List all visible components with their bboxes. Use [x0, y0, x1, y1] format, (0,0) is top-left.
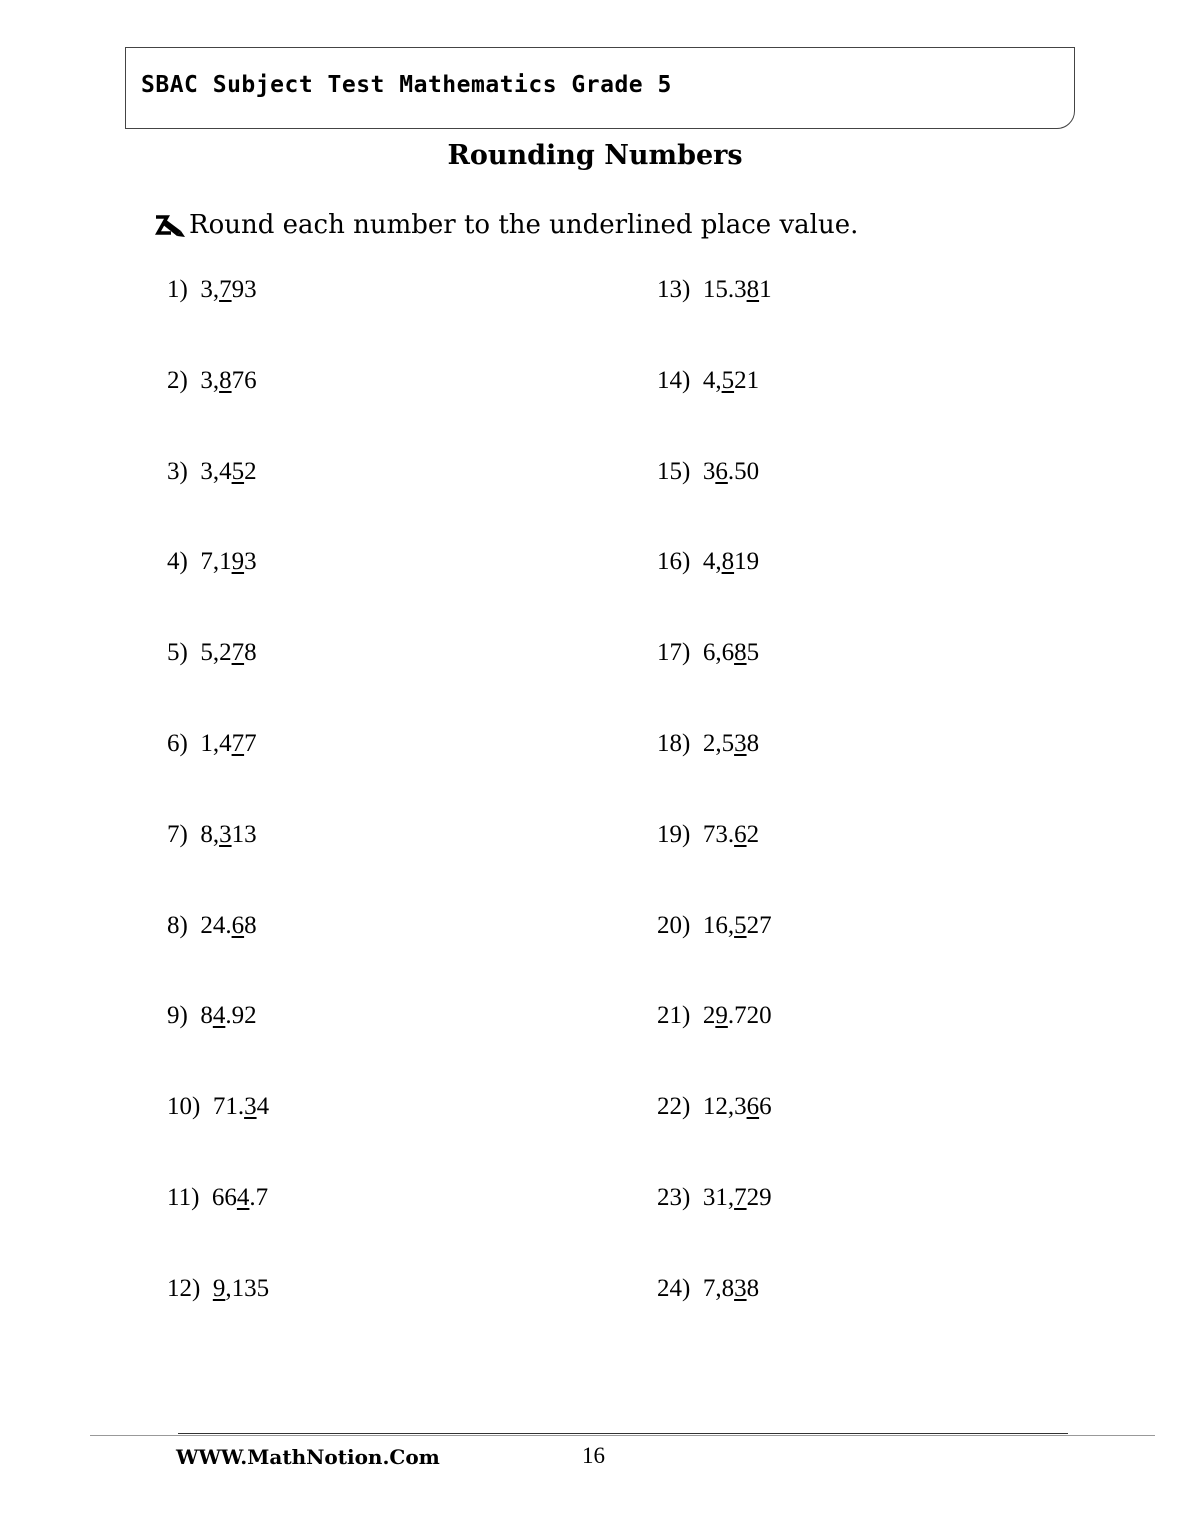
number-before: 24.	[200, 911, 232, 939]
underlined-digit: 7	[734, 1184, 747, 1211]
underlined-digit: 3	[244, 1093, 257, 1121]
number-before: 6,6	[702, 639, 735, 667]
number-after: 8	[746, 730, 760, 757]
number-before: 8,	[200, 820, 220, 848]
problem-item	[657, 1093, 772, 1121]
number-after: .50	[727, 457, 760, 485]
problem-item	[657, 367, 759, 395]
problem-item	[167, 1275, 269, 1303]
number-before: 2	[702, 1002, 716, 1030]
number-after: .7	[249, 1184, 269, 1211]
number-after: 13	[231, 820, 257, 848]
problem-label: 10)	[167, 1093, 201, 1121]
underlined-digit: 8	[734, 639, 747, 667]
problem-item	[657, 730, 759, 758]
underlined-digit: 4	[236, 1184, 250, 1211]
underlined-digit: 3	[734, 1274, 747, 1302]
underlined-digit: 8	[746, 276, 760, 303]
problem-label: 3)	[167, 457, 188, 485]
number-after: .720	[727, 1002, 772, 1030]
number-after: 8	[746, 1274, 760, 1302]
number-before: 71.	[212, 1093, 245, 1121]
problem-label: 1)	[167, 276, 188, 303]
underlined-digit: 5	[231, 457, 245, 485]
number-before: 2,5	[702, 730, 735, 757]
problem-label: 11)	[167, 1184, 200, 1211]
problem-item	[167, 1002, 257, 1030]
number-before: 3	[702, 457, 716, 485]
problem-item	[657, 276, 772, 304]
underlined-digit: 5	[721, 366, 735, 394]
number-before: 66	[211, 1184, 237, 1211]
underlined-digit: 6	[715, 457, 728, 485]
underlined-digit: 3	[219, 820, 232, 848]
problem-item	[167, 821, 257, 849]
problem-label: 15)	[657, 457, 691, 485]
number-before: 5,2	[200, 639, 232, 667]
underlined-digit: 9	[231, 548, 245, 576]
problem-label: 6)	[167, 730, 188, 757]
problem-item	[657, 458, 759, 486]
problem-label: 7)	[167, 820, 188, 848]
number-after: 1	[759, 276, 772, 303]
underlined-digit: 6	[734, 820, 747, 848]
problem-label: 8)	[167, 911, 188, 939]
underlined-digit: 7	[231, 639, 245, 667]
number-before: 4,	[702, 366, 722, 394]
problem-label: 2)	[167, 366, 188, 394]
number-after: 8	[244, 639, 257, 667]
number-after: 5	[746, 639, 760, 667]
number-after: 8	[244, 911, 257, 939]
problem-label: 13)	[657, 276, 691, 303]
number-before: 31,	[702, 1184, 735, 1211]
number-after: 2	[244, 457, 257, 485]
problem-item	[167, 367, 257, 395]
underlined-digit: 9	[212, 1274, 226, 1302]
underlined-digit: 8	[219, 366, 232, 394]
number-before: 73.	[702, 820, 735, 848]
number-before: 4,	[702, 548, 722, 576]
number-before: 16,	[702, 911, 735, 939]
number-before: 12,3	[702, 1093, 747, 1121]
underlined-digit: 6	[231, 911, 245, 939]
footer-site: WWW.MathNotion.Com	[176, 1445, 440, 1469]
problem-label: 12)	[167, 1274, 201, 1302]
number-after: 3	[244, 548, 257, 576]
problem-item	[167, 1184, 268, 1212]
number-after: 4	[256, 1093, 270, 1121]
number-after: 76	[231, 366, 257, 394]
number-after: 6	[759, 1093, 772, 1121]
problem-label: 14)	[657, 366, 691, 394]
problem-item	[657, 1275, 759, 1303]
number-after: .92	[225, 1002, 257, 1030]
number-after: ,135	[225, 1274, 270, 1302]
problem-item	[167, 458, 257, 486]
problem-item	[657, 548, 759, 576]
footer-divider-dark	[178, 1433, 1068, 1434]
number-before: 7,8	[702, 1274, 735, 1302]
problem-item	[657, 639, 759, 667]
problem-label: 18)	[657, 730, 691, 757]
problem-label: 16)	[657, 548, 691, 576]
problem-item	[167, 1093, 269, 1121]
problem-item	[167, 730, 257, 758]
worksheet-title: Rounding Numbers	[447, 140, 743, 171]
problem-label: 5)	[167, 639, 188, 667]
problem-label: 22)	[657, 1093, 691, 1121]
problem-item	[657, 821, 759, 849]
instruction-text: Round each number to the underlined place value.	[189, 210, 859, 240]
number-after: 21	[734, 366, 760, 394]
problem-label: 20)	[657, 911, 691, 939]
number-before: 3,4	[200, 457, 232, 485]
problem-item	[167, 548, 257, 576]
problem-label: 9)	[167, 1002, 188, 1030]
pencil-icon	[153, 211, 187, 239]
number-after: 93	[231, 276, 257, 303]
number-after: 19	[734, 548, 760, 576]
problem-item	[657, 912, 772, 940]
problem-item	[167, 276, 257, 304]
underlined-digit: 4	[212, 1002, 226, 1030]
instruction	[153, 210, 858, 240]
header-box	[125, 47, 1075, 129]
problem-label: 21)	[657, 1002, 691, 1030]
problem-item	[657, 1002, 772, 1030]
number-after: 29	[746, 1184, 772, 1211]
number-before: 8	[200, 1002, 213, 1030]
underlined-digit: 6	[746, 1093, 760, 1121]
problem-label: 24)	[657, 1274, 691, 1302]
underlined-digit: 9	[715, 1002, 728, 1030]
number-before: 7,1	[200, 548, 232, 576]
page-number: 16	[582, 1443, 605, 1468]
problem-item	[167, 639, 257, 667]
problem-item	[657, 1184, 772, 1212]
underlined-digit: 3	[734, 730, 747, 757]
number-after: 27	[746, 911, 772, 939]
underlined-digit: 7	[231, 730, 245, 757]
problem-label: 19)	[657, 820, 691, 848]
problem-label: 23)	[657, 1184, 691, 1211]
underlined-digit: 7	[219, 276, 232, 303]
footer-divider	[90, 1435, 1155, 1436]
header-title: SBAC Subject Test Mathematics Grade 5	[141, 72, 672, 98]
problem-label: 17)	[657, 639, 691, 667]
underlined-digit: 8	[721, 548, 735, 576]
problem-item	[167, 912, 257, 940]
number-after: 2	[746, 820, 760, 848]
number-before: 15.3	[702, 276, 747, 303]
number-before: 3,	[200, 366, 220, 394]
underlined-digit: 5	[734, 911, 747, 939]
number-before: 1,4	[200, 730, 232, 757]
number-before: 3,	[200, 276, 220, 303]
problem-label: 4)	[167, 548, 188, 576]
number-after: 7	[244, 730, 257, 757]
